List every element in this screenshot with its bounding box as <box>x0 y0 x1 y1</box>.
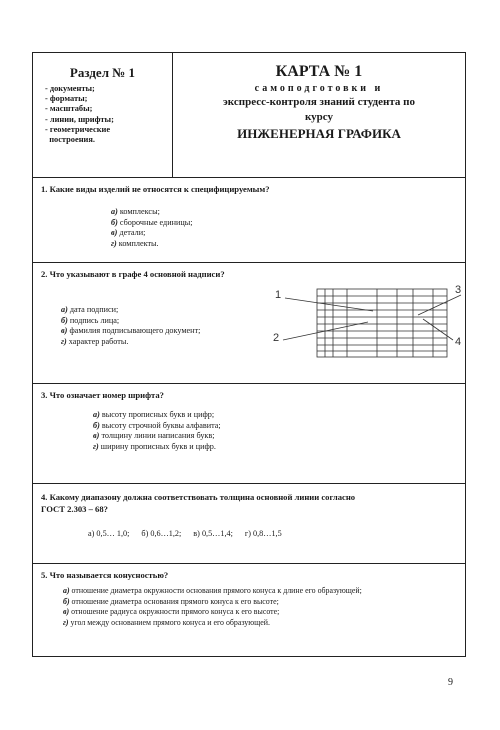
option: б) сборочные единицы; <box>111 217 193 227</box>
question-text: 5. Что называется конусностью? <box>41 570 169 580</box>
page-number: 9 <box>448 677 453 688</box>
option: а) высоту прописных букв и цифр; <box>93 410 215 419</box>
section-topic: - масштабы; <box>45 104 93 114</box>
question-4 <box>33 484 465 564</box>
option: а) дата подписи; <box>61 305 119 314</box>
options-list <box>61 305 200 347</box>
options-list <box>33 400 465 452</box>
card-header <box>33 53 465 178</box>
option: в) отношение радиуса окружности прямого конуса к его высоте; <box>63 607 280 617</box>
section-topic-list <box>45 84 172 145</box>
option: б) 0,6…1,2; <box>141 529 182 538</box>
question-text <box>33 484 465 515</box>
question-3 <box>33 384 465 484</box>
card-title: КАРТА № 1 <box>275 63 363 80</box>
option: а) отношение диаметра окружности основания прямого конуса к длине его образующей; <box>63 586 362 595</box>
option: в) фамилия подписывающего документ; <box>61 326 201 336</box>
title-block-diagram <box>273 285 463 365</box>
option: г) характер работы. <box>61 336 129 346</box>
callout-label-4: 4 <box>455 336 462 348</box>
question-text: 3. Что означает номер шрифта? <box>41 390 164 400</box>
card-frame <box>32 52 466 657</box>
option: г) 0,8…1,5 <box>244 529 282 538</box>
question-text: 1. Какие виды изделий не относятся к специфицируемым? <box>41 184 270 194</box>
callout-label-1: 1 <box>275 289 282 301</box>
options-list <box>33 194 465 249</box>
option: в) 0,5…1,4; <box>193 529 233 538</box>
question-5 <box>33 564 465 656</box>
card-title-box <box>173 53 465 177</box>
option: б) высоту строчной буквы алфавита; <box>93 420 221 430</box>
option: в) толщину линии написания букв; <box>93 431 215 441</box>
option: г) ширину прописных букв и цифр. <box>93 441 216 451</box>
card-subject: ИНЖЕНЕРНАЯ ГРАФИКА <box>237 126 401 141</box>
section-topic: - документы; <box>45 84 95 93</box>
option: г) комплекты. <box>111 238 159 248</box>
option: б) отношение диаметра основания прямого конуса к его высоте; <box>63 596 279 606</box>
section-box <box>33 53 173 177</box>
options-row <box>33 529 465 538</box>
callout-label-3: 3 <box>455 285 462 296</box>
options-list <box>33 580 465 628</box>
card-subtitle-line3: курсу <box>304 111 334 123</box>
section-topic: - форматы; <box>45 94 88 104</box>
option: г) угол между основанием прямого конуса и его образующей. <box>63 617 270 627</box>
section-topic: построения. <box>45 135 95 145</box>
section-topic: - геометрические <box>45 124 111 134</box>
question-text-line: ГОСТ 2.303 – 68? <box>41 504 108 514</box>
section-title: Раздел № 1 <box>69 65 136 80</box>
section-topic: - линии, шрифты; <box>45 114 114 124</box>
question-1 <box>33 178 465 263</box>
card-subtitle-line2: экспресс-контроля знаний студента по <box>223 96 415 108</box>
option: в) детали; <box>111 228 146 238</box>
option: а) 0,5… 1,0; <box>88 529 130 538</box>
card-subtitle-line1: самоподготовки и <box>254 83 384 94</box>
callout-label-2: 2 <box>273 332 280 344</box>
question-2 <box>33 263 465 384</box>
option: б) подпись лица; <box>61 315 120 325</box>
question-text: 2. Что указывают в графе 4 основной надписи? <box>41 269 225 279</box>
option: а) комплексы; <box>111 207 160 216</box>
question-text-line: 4. Какому диапазону должна соответствовать толщина основной линии согласно <box>41 492 356 502</box>
